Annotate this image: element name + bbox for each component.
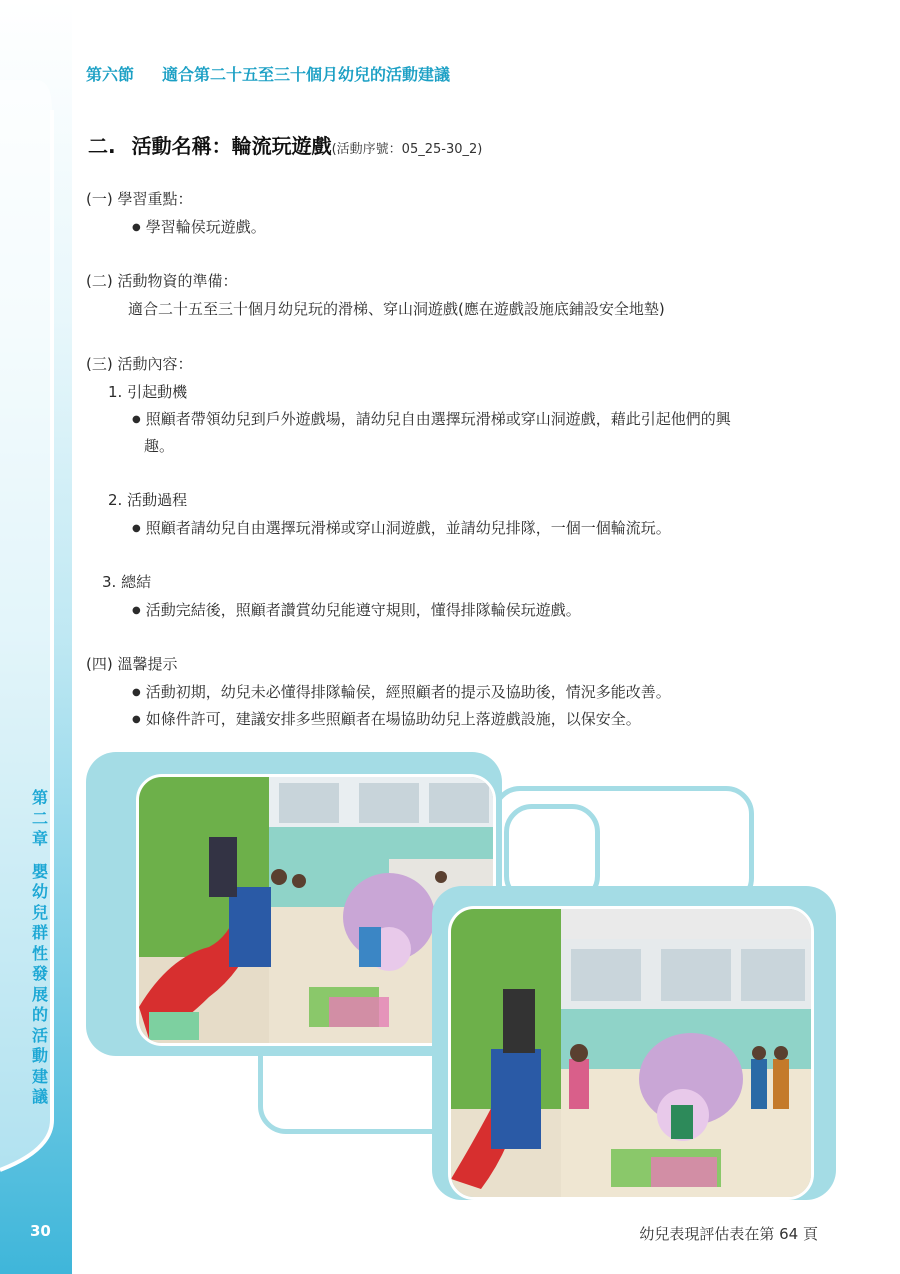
- step3-heading: 3. 總結: [102, 573, 152, 591]
- step2-heading: 2. 活動過程: [108, 491, 188, 509]
- step3-item: ● 活動完結後，照顧者讚賞幼兒能遵守規則，懂得排隊輪侯玩遊戲。: [132, 599, 581, 620]
- section-header: [86, 62, 450, 85]
- chapter-vertical-label: 第 二 章 嬰 幼 兒 群 性 發 展 的 活 動 建 議: [31, 788, 48, 1106]
- step1-heading: 1. 引起動機: [108, 383, 188, 401]
- activity-name: 活動名稱：輪流玩遊戲: [131, 134, 332, 158]
- activity-title: [88, 130, 482, 159]
- activity-number: 二.: [88, 134, 116, 158]
- tips-item-1: ● 活動初期，幼兒未必懂得排隊輪侯，經照顧者的提示及協助後，情況多能改善。: [132, 681, 671, 702]
- section-label: 第六節: [86, 65, 135, 84]
- page-number: 30: [30, 1222, 51, 1240]
- focus-item: ● 學習輪侯玩遊戲。: [132, 216, 266, 237]
- step1-item: ● 照顧者帶領幼兒到戶外遊戲場，請幼兒自由選擇玩滑梯或穿山洞遊戲，藉此引起他們的興: [132, 408, 731, 429]
- content-heading: (三) 活動內容：: [86, 355, 193, 373]
- step1-item-cont: 趣。: [144, 437, 175, 455]
- footer-note: 幼兒表現評估表在第 64 頁: [639, 1225, 818, 1243]
- tips-item-2: ● 如條件許可，建議安排多些照顧者在場協助幼兒上落遊戲設施，以保安全。: [132, 708, 641, 729]
- photo-slide-and-tunnel-2: [448, 906, 814, 1200]
- section-title: 適合第二十五至三十個月幼兒的活動建議: [162, 65, 451, 84]
- activity-serial: (活動序號：05_25-30_2): [331, 142, 483, 157]
- materials-heading: (二) 活動物資的準備：: [86, 272, 238, 290]
- materials-text: 適合二十五至三十個月幼兒玩的滑梯、穿山洞遊戲(應在遊戲設施底鋪設安全地墊): [128, 300, 665, 318]
- focus-heading: (一) 學習重點：: [86, 190, 193, 208]
- tips-heading: (四) 溫馨提示: [86, 655, 178, 673]
- step2-item: ● 照顧者請幼兒自由選擇玩滑梯或穿山洞遊戲，並請幼兒排隊，一個一個輪流玩。: [132, 517, 671, 538]
